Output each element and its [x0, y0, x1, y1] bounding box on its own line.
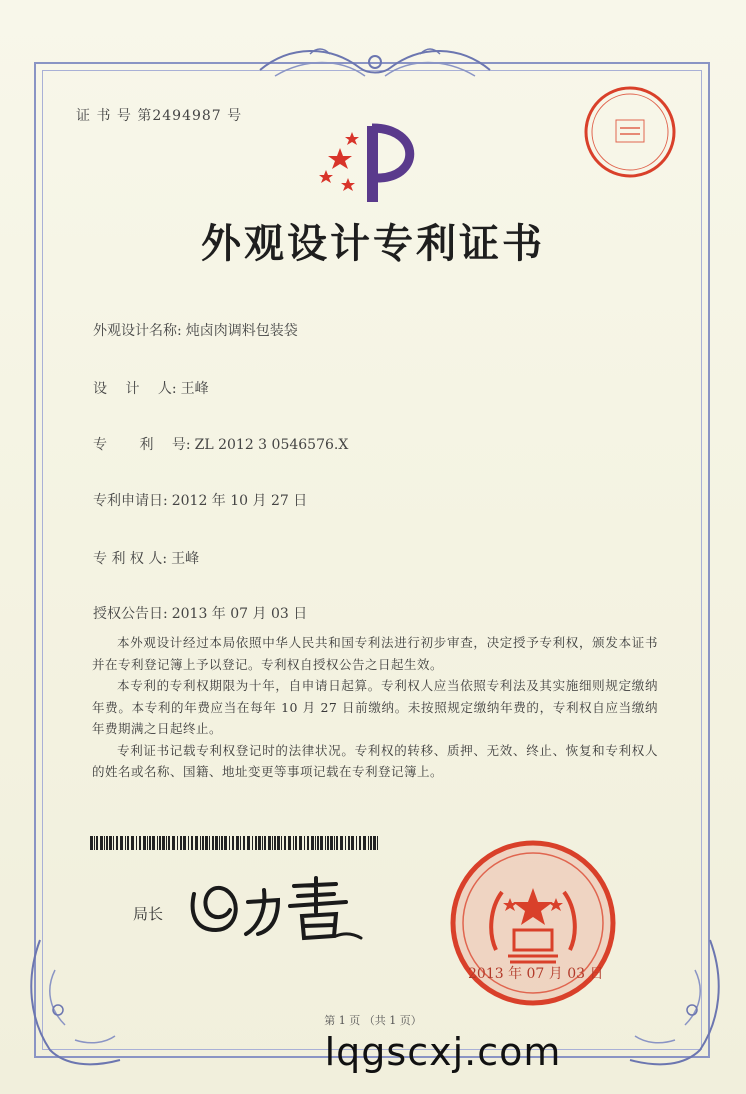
top-ornament-icon: [250, 40, 500, 88]
barcode-bar: [177, 836, 178, 850]
barcode-bar: [180, 836, 182, 850]
barcode-bar: [168, 836, 170, 850]
barcode-bar: [370, 836, 372, 850]
barcode-bar: [219, 836, 220, 850]
barcode-bar: [325, 836, 326, 850]
barcode-bar: [191, 836, 193, 850]
field-application-date: [93, 490, 307, 510]
barcode-bar: [125, 836, 126, 850]
barcode-bar: [299, 836, 302, 850]
barcode-bar: [188, 836, 189, 850]
barcode-bar: [147, 836, 148, 850]
barcode-bar: [377, 836, 378, 850]
barcode-bar: [120, 836, 123, 850]
barcode-bar: [277, 836, 280, 850]
certificate-number: 证 书 号 第2494987 号: [76, 108, 243, 124]
field-label: 专 利 权 人:: [93, 551, 168, 567]
barcode-bar: [345, 836, 346, 850]
director-signature-icon: [186, 872, 366, 942]
barcode-bar: [274, 836, 276, 850]
field-value: ZL 2012 3 0546576.X: [194, 437, 349, 453]
barcode-icon: [90, 836, 380, 850]
barcode-bar: [264, 836, 266, 850]
field-label: 专 利 号:: [93, 437, 191, 453]
barcode-bar: [327, 836, 329, 850]
barcode-bar: [351, 836, 354, 850]
barcode-bar: [104, 836, 105, 850]
barcode-bar: [94, 836, 95, 850]
barcode-bar: [113, 836, 114, 850]
barcode-bar: [143, 836, 146, 850]
barcode-bar: [320, 836, 323, 850]
barcode-bar: [200, 836, 201, 850]
barcode-bar: [162, 836, 165, 850]
barcode-bar: [363, 836, 366, 850]
barcode-bar: [272, 836, 273, 850]
barcode-bar: [139, 836, 141, 850]
barcode-bar: [240, 836, 241, 850]
barcode-bar: [195, 836, 198, 850]
barcode-bar: [340, 836, 343, 850]
barcode-bar: [116, 836, 118, 850]
barcode-bar: [109, 836, 112, 850]
barcode-bar: [356, 836, 357, 850]
director-label: 局长: [133, 905, 164, 923]
barcode-bar: [166, 836, 167, 850]
barcode-bar: [149, 836, 151, 850]
page-title: 外观设计专利证书: [201, 220, 545, 267]
body-paragraph: 本外观设计经过本局依照中华人民共和国专利法进行初步审查，决定授予专利权，颁发本证书并在专利登记簿上予以登记。专利权自授权公告之日起生效。: [92, 635, 658, 672]
barcode-bar: [288, 836, 291, 850]
barcode-bar: [295, 836, 297, 850]
barcode-bar: [202, 836, 204, 850]
barcode-bar: [293, 836, 294, 850]
barcode-bar: [258, 836, 261, 850]
barcode-bar: [212, 836, 214, 850]
field-design-name: [93, 320, 298, 340]
barcode-bar: [255, 836, 257, 850]
barcode-bar: [315, 836, 316, 850]
field-label: 设 计 人:: [93, 381, 177, 397]
barcode-bar: [127, 836, 129, 850]
barcode-bar: [284, 836, 286, 850]
barcode-bar: [262, 836, 263, 850]
barcode-bar: [317, 836, 319, 850]
barcode-bar: [215, 836, 218, 850]
barcode-bar: [229, 836, 230, 850]
barcode-bar: [236, 836, 239, 850]
barcode-bar: [100, 836, 103, 850]
barcode-bar: [368, 836, 369, 850]
field-designer: [93, 378, 209, 398]
barcode-bar: [90, 836, 93, 850]
body-paragraph: 专利证书记载专利权登记时的法律状况。专利权的转移、质押、无效、终止、恢复和专利权人的姓名或名称、国籍、地址变更等事项记载在专利登记簿上。: [92, 742, 658, 779]
barcode-bar: [172, 836, 175, 850]
field-label: 授权公告日:: [93, 606, 168, 622]
barcode-bar: [281, 836, 282, 850]
patent-emblem-icon: [312, 118, 432, 208]
barcode-bar: [307, 836, 309, 850]
field-value: 2013 年 07 月 03 日: [171, 606, 308, 622]
barcode-bar: [252, 836, 253, 850]
certificate-body-text: [92, 632, 658, 783]
barcode-bar: [268, 836, 271, 850]
barcode-bar: [136, 836, 137, 850]
barcode-bar: [334, 836, 335, 850]
barcode-bar: [96, 836, 98, 850]
barcode-bar: [243, 836, 245, 850]
field-grant-date: [93, 603, 307, 623]
barcode-bar: [131, 836, 134, 850]
barcode-bar: [304, 836, 305, 850]
top-stamp-seal-icon: [582, 84, 678, 180]
barcode-bar: [152, 836, 155, 850]
watermark-text: lqgscxj.com: [324, 1030, 562, 1074]
barcode-bar: [221, 836, 223, 850]
page-number: 第 1 页 （共 1 页）: [324, 1014, 422, 1027]
barcode-bar: [205, 836, 208, 850]
field-value: 王峰: [180, 381, 209, 397]
barcode-bar: [224, 836, 227, 850]
barcode-bar: [311, 836, 314, 850]
barcode-bar: [159, 836, 161, 850]
barcode-bar: [232, 836, 234, 850]
field-value: 2012 年 10 月 27 日: [171, 493, 308, 509]
barcode-bar: [183, 836, 186, 850]
barcode-bar: [359, 836, 361, 850]
barcode-bar: [373, 836, 376, 850]
field-value: 王峰: [171, 551, 200, 567]
seal-date: 2013 年 07 月 03 日: [468, 966, 604, 982]
barcode-bar: [157, 836, 158, 850]
field-label: 专利申请日:: [93, 493, 168, 509]
field-patent-number: [93, 434, 348, 454]
barcode-bar: [330, 836, 333, 850]
barcode-bar: [106, 836, 108, 850]
barcode-bar: [336, 836, 338, 850]
field-patentee: [93, 548, 199, 568]
field-label: 外观设计名称:: [93, 323, 182, 339]
barcode-bar: [209, 836, 210, 850]
body-paragraph: 本专利的专利权期限为十年，自申请日起算。专利权人应当依照专利法及其实施细则规定缴纳年费。本专利的年费应当在每年 10 月 27 日前缴纳。未按照规定缴纳年费的，专利权自应当缴纳年费期满之日起终止。: [92, 678, 658, 736]
field-value: 炖卤肉调料包装袋: [185, 323, 298, 339]
barcode-bar: [348, 836, 350, 850]
barcode-bar: [247, 836, 250, 850]
